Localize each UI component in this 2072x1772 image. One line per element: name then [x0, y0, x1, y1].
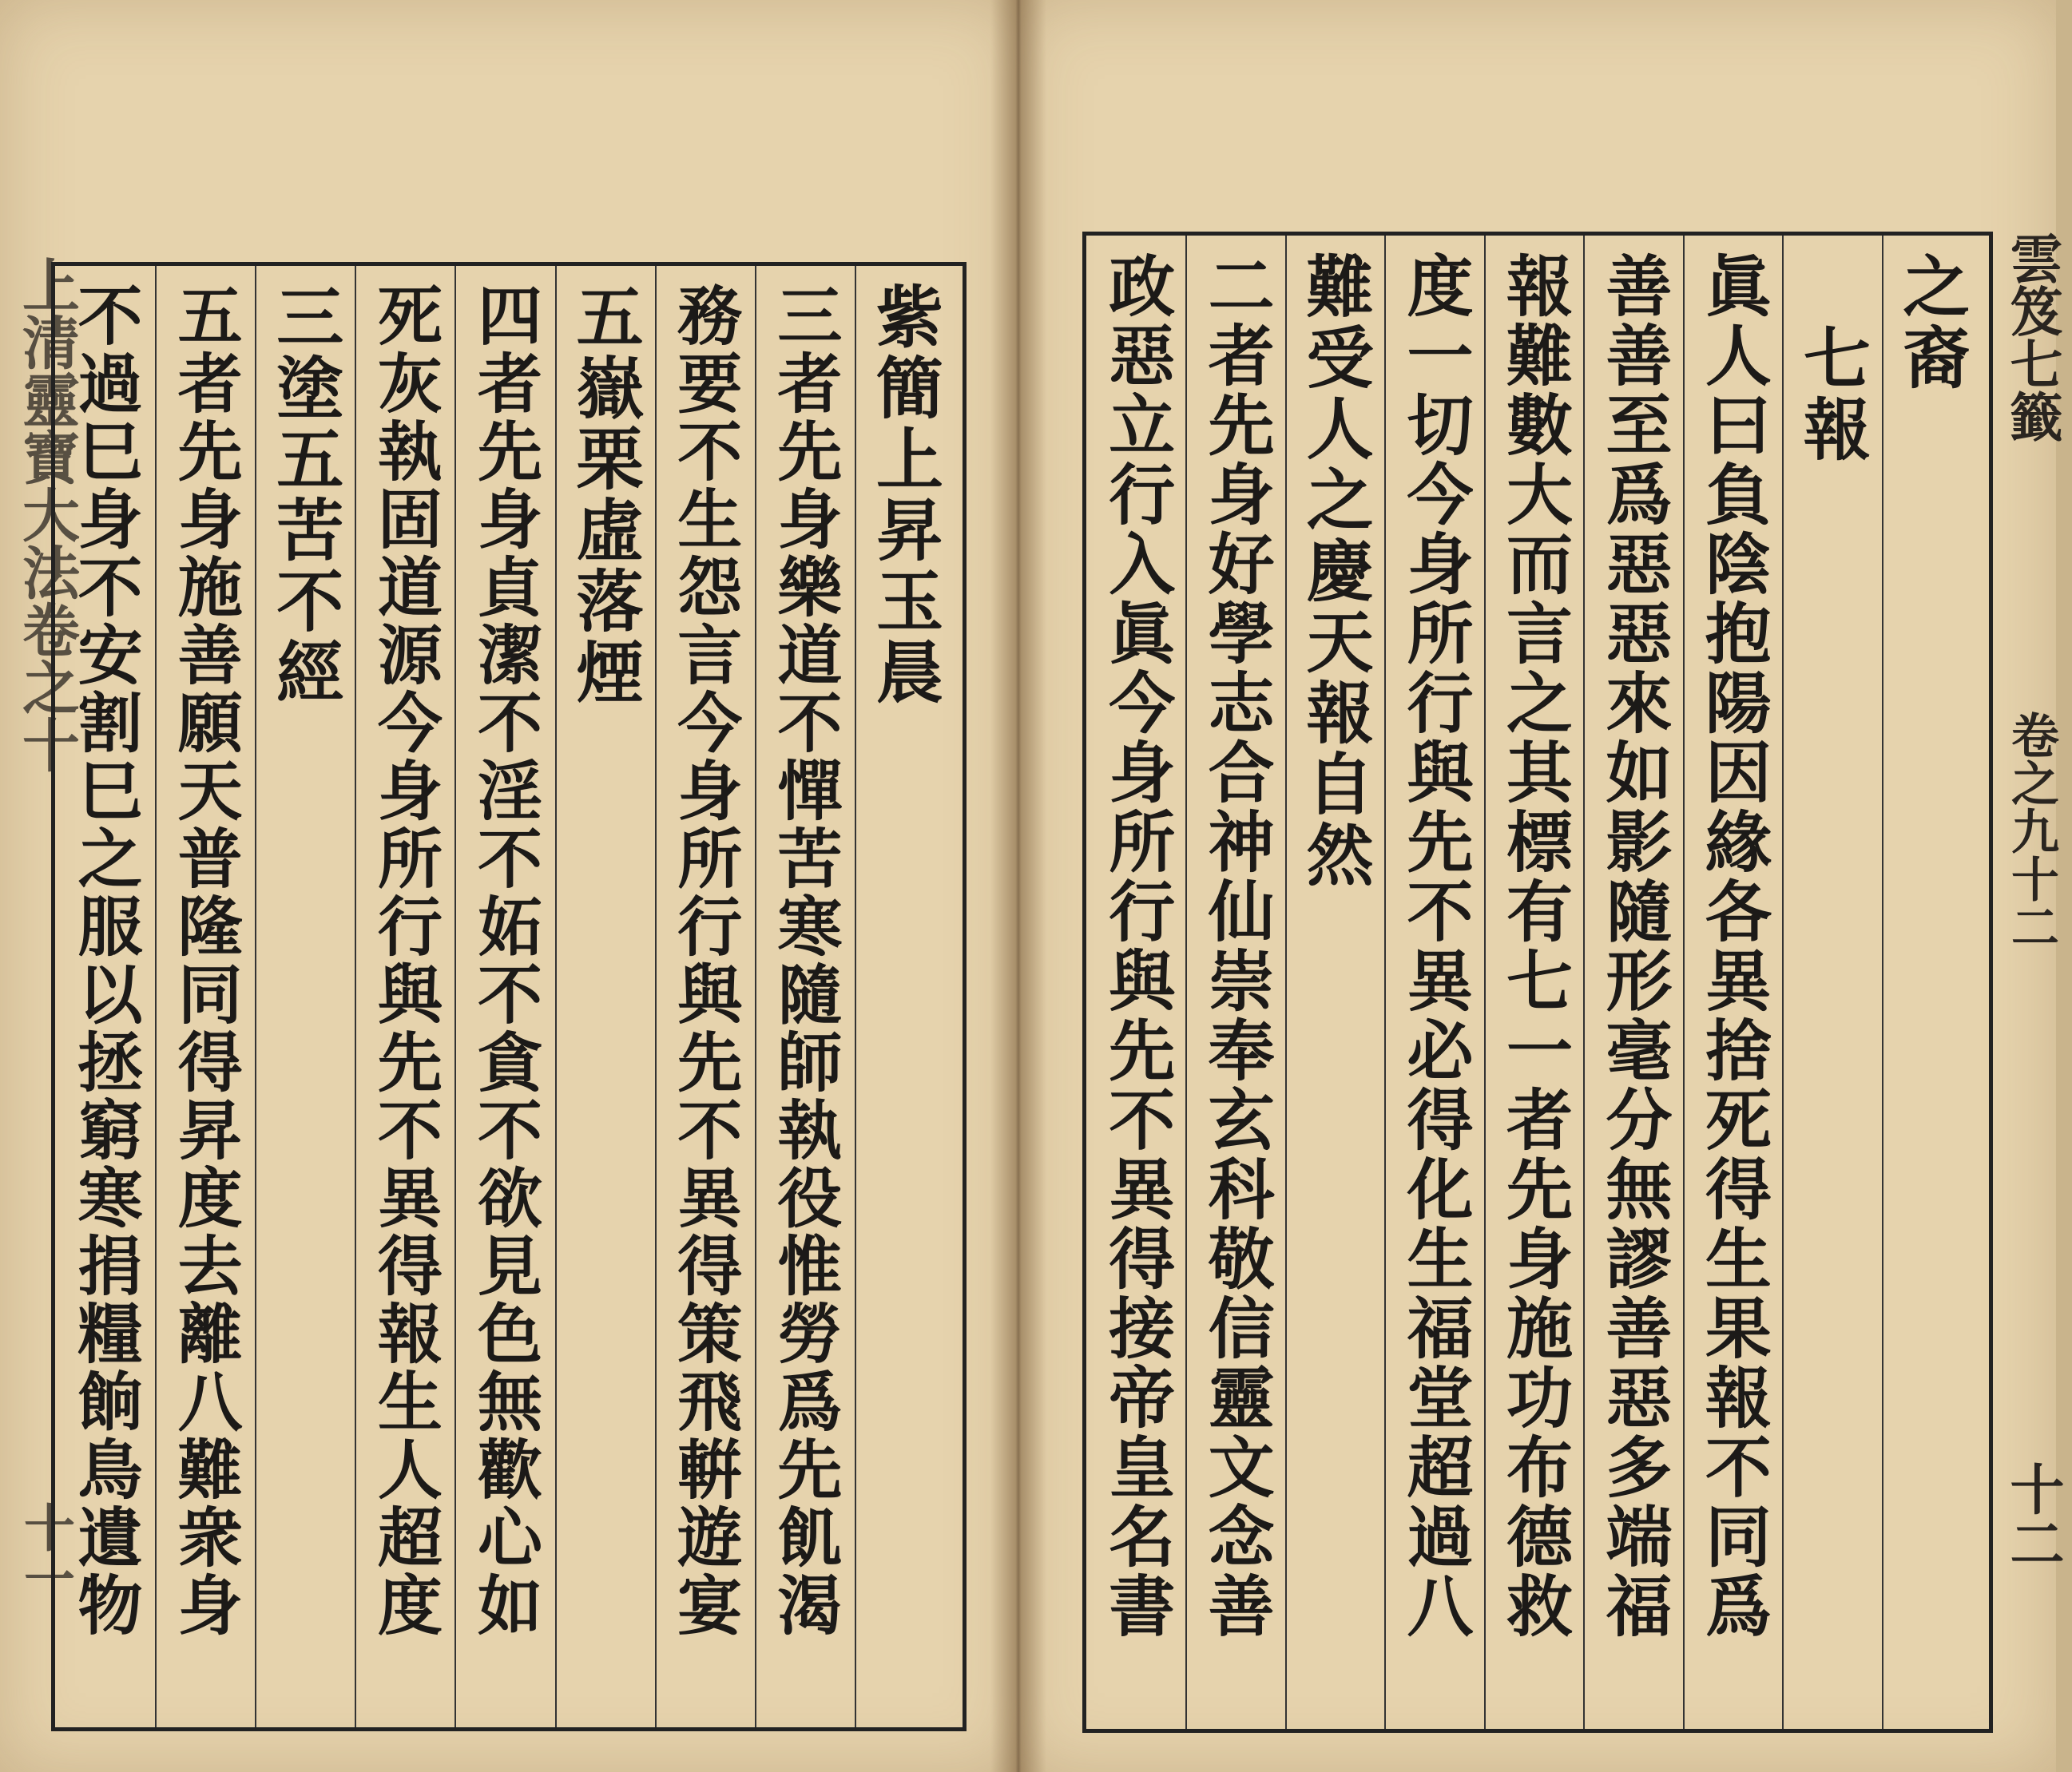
right-page-column-5: 報難數大而言之其標有七一者先身施功布德救	[1494, 252, 1574, 1641]
left-page-column-2: 三者先身樂道不憚苦寒隨師執役惟勞爲先飢渴	[766, 282, 843, 1639]
right-page-column-9: 政惡立行入眞今身所行與先不異得接帝皇名書	[1097, 252, 1176, 1641]
book-gutter	[990, 0, 1046, 1772]
right-page-column-8: 二者先身好學志合神仙崇奉玄科敬信靈文念善	[1197, 252, 1276, 1641]
right-text-frame	[1082, 232, 1993, 1733]
column-rule	[855, 266, 856, 1727]
column-rule	[655, 266, 657, 1727]
right-page-column-2: 七報	[1792, 323, 1872, 466]
left-page-number: 十一	[15, 1501, 75, 1604]
right-margin-title: 雲笈七籤	[2001, 232, 2063, 442]
column-rule	[555, 266, 557, 1727]
left-page	[0, 0, 1018, 1772]
column-rule	[355, 266, 356, 1727]
left-page-column-4: 五嶽栗虛落煙	[566, 282, 645, 708]
right-page-column-7: 難受人之慶天報自然	[1296, 252, 1375, 891]
column-rule	[755, 266, 756, 1727]
column-rule	[1384, 236, 1386, 1729]
column-rule	[155, 266, 157, 1727]
column-rule	[1285, 236, 1287, 1729]
column-rule	[454, 266, 456, 1727]
column-rule	[1185, 236, 1187, 1729]
column-rule	[255, 266, 256, 1727]
left-margin-title: 上清靈寶大法卷之十	[13, 256, 81, 773]
right-page-number: 十二	[2001, 1461, 2065, 1570]
left-page-column-1: 紫簡上昇玉晨	[865, 282, 945, 708]
left-page-column-5: 四者先身貞潔不淫不妬不貪不欲見色無歡心如	[466, 282, 543, 1639]
column-rule	[1782, 236, 1784, 1729]
left-page-column-7: 三塗五苦不經	[265, 282, 345, 708]
right-page-column-1: 之裔	[1891, 252, 1971, 394]
left-page-column-9: 不過巳身不安割巳之服以拯窮寒捐糧餉鳥遺物	[67, 282, 144, 1639]
right-page-column-6: 度一切今身所行與先不異必得化生福堂超過八	[1395, 252, 1475, 1641]
left-page-column-8: 五者先身施善願天普隆同得昇度去離八難衆身	[167, 282, 244, 1639]
right-margin-volume: 卷之九十二	[2003, 711, 2059, 950]
column-rule	[1683, 236, 1685, 1729]
right-page	[1018, 0, 2065, 1772]
column-rule	[1583, 236, 1585, 1729]
left-page-column-6: 死灰執固道源今身所行與先不異得報生人超度	[367, 282, 443, 1639]
left-page-column-3: 務要不生怨言今身所行與先不異得策飛輧遊宴	[666, 282, 743, 1639]
column-rule	[1882, 236, 1883, 1729]
column-rule	[1484, 236, 1486, 1729]
right-page-column-4: 善善至爲惡惡來如影隨形毫分無謬善惡多端福	[1594, 252, 1673, 1641]
left-text-frame	[51, 262, 967, 1731]
right-page-column-3: 眞人曰負陰抱陽因緣各異捨死得生果報不同爲	[1693, 252, 1772, 1641]
